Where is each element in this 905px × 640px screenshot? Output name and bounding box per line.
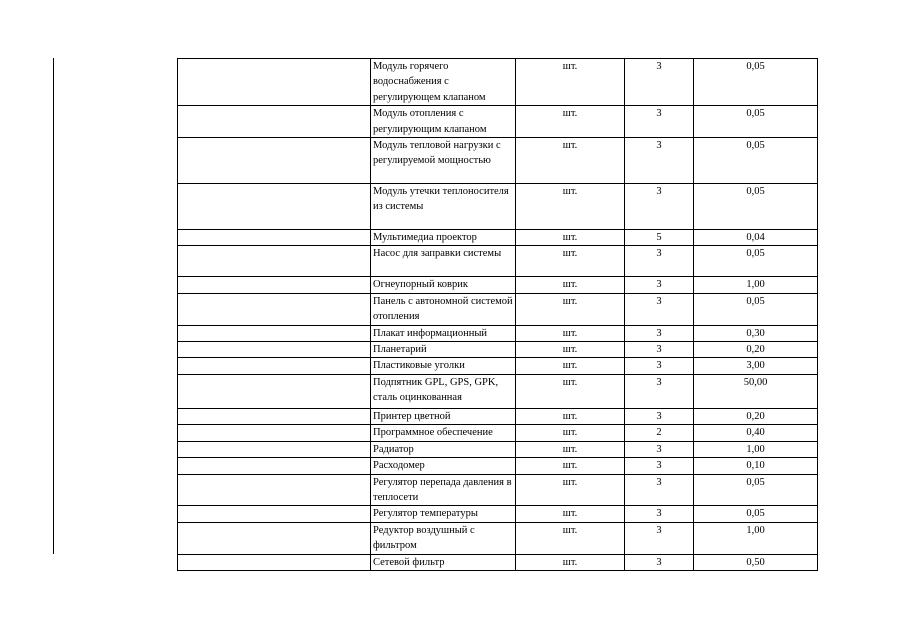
item-value: 0,05 — [694, 138, 818, 184]
item-value: 0,05 — [694, 246, 818, 277]
item-name: Сетевой фильтр — [371, 554, 516, 570]
item-value: 0,50 — [694, 554, 818, 570]
empty-cell — [178, 59, 371, 106]
item-name: Программное обеспечение — [371, 425, 516, 441]
item-unit: шт. — [516, 230, 625, 246]
item-unit: шт. — [516, 374, 625, 408]
item-value: 0,05 — [694, 106, 818, 138]
item-name: Насос для заправки системы — [371, 246, 516, 277]
item-value: 1,00 — [694, 441, 818, 457]
item-quantity: 3 — [625, 293, 694, 325]
item-name: Регулятор перепада давления в теплосети — [371, 474, 516, 506]
empty-cell — [178, 408, 371, 424]
empty-cell — [178, 230, 371, 246]
table-row — [178, 358, 818, 374]
empty-cell — [178, 246, 371, 277]
empty-cell — [178, 458, 371, 474]
table-row — [178, 342, 818, 358]
item-quantity: 3 — [625, 246, 694, 277]
empty-cell — [178, 474, 371, 506]
item-name: Панель с автономной системой отопления — [371, 293, 516, 325]
item-unit: шт. — [516, 441, 625, 457]
item-unit: шт. — [516, 342, 625, 358]
empty-cell — [178, 184, 371, 230]
table-row — [178, 522, 818, 554]
item-unit: шт. — [516, 554, 625, 570]
equipment-table — [177, 58, 818, 571]
item-value: 0,05 — [694, 293, 818, 325]
table-row — [178, 246, 818, 277]
item-unit: шт. — [516, 408, 625, 424]
empty-cell — [178, 506, 371, 522]
item-quantity: 2 — [625, 425, 694, 441]
table-row — [178, 554, 818, 570]
table-row — [178, 59, 818, 106]
item-name: Пластиковые уголки — [371, 358, 516, 374]
table-row — [178, 184, 818, 230]
item-name: Мультимедиа проектор — [371, 230, 516, 246]
item-quantity: 3 — [625, 59, 694, 106]
item-value: 0,05 — [694, 184, 818, 230]
item-quantity: 3 — [625, 458, 694, 474]
item-unit: шт. — [516, 184, 625, 230]
item-unit: шт. — [516, 138, 625, 184]
item-unit: шт. — [516, 458, 625, 474]
item-quantity: 3 — [625, 184, 694, 230]
table-row — [178, 506, 818, 522]
empty-cell — [178, 425, 371, 441]
empty-cell — [178, 106, 371, 138]
table-row — [178, 293, 818, 325]
item-name: Расходомер — [371, 458, 516, 474]
empty-cell — [178, 374, 371, 408]
table-row — [178, 138, 818, 184]
item-value: 0,20 — [694, 342, 818, 358]
empty-cell — [178, 293, 371, 325]
item-unit: шт. — [516, 425, 625, 441]
table-row — [178, 230, 818, 246]
item-value: 0,05 — [694, 506, 818, 522]
empty-cell — [178, 441, 371, 457]
empty-cell — [178, 358, 371, 374]
empty-cell — [178, 342, 371, 358]
table-row — [178, 474, 818, 506]
table-row — [178, 408, 818, 424]
empty-cell — [178, 325, 371, 341]
item-name: Модуль утечки теплоносителя из системы — [371, 184, 516, 230]
item-unit: шт. — [516, 246, 625, 277]
item-name: Модуль отопления с регулирующим клапаном — [371, 106, 516, 138]
item-unit: шт. — [516, 506, 625, 522]
item-value: 0,10 — [694, 458, 818, 474]
item-quantity: 3 — [625, 342, 694, 358]
item-name: Регулятор температуры — [371, 506, 516, 522]
item-unit: шт. — [516, 106, 625, 138]
table-row — [178, 458, 818, 474]
item-quantity: 3 — [625, 325, 694, 341]
item-name: Принтер цветной — [371, 408, 516, 424]
item-quantity: 3 — [625, 408, 694, 424]
item-unit: шт. — [516, 293, 625, 325]
item-unit: шт. — [516, 59, 625, 106]
item-name: Огнеупорный коврик — [371, 277, 516, 293]
item-value: 0,20 — [694, 408, 818, 424]
item-name: Редуктор воздушный с фильтром — [371, 522, 516, 554]
item-value: 0,04 — [694, 230, 818, 246]
item-unit: шт. — [516, 325, 625, 341]
item-value: 50,00 — [694, 374, 818, 408]
table-row — [178, 441, 818, 457]
item-name: Модуль тепловой нагрузки с регулируемой мощностью — [371, 138, 516, 184]
item-unit: шт. — [516, 522, 625, 554]
item-quantity: 3 — [625, 374, 694, 408]
page-margin-line — [53, 58, 54, 554]
empty-cell — [178, 554, 371, 570]
table-row — [178, 325, 818, 341]
empty-cell — [178, 138, 371, 184]
item-unit: шт. — [516, 277, 625, 293]
item-quantity: 3 — [625, 474, 694, 506]
item-value: 0,40 — [694, 425, 818, 441]
item-quantity: 3 — [625, 358, 694, 374]
item-name: Подпятник GPL, GPS, GPK, сталь оцинкованная — [371, 374, 516, 408]
item-name: Плакат информационный — [371, 325, 516, 341]
empty-cell — [178, 277, 371, 293]
item-value: 1,00 — [694, 522, 818, 554]
item-value: 3,00 — [694, 358, 818, 374]
item-quantity: 5 — [625, 230, 694, 246]
item-name: Планетарий — [371, 342, 516, 358]
item-quantity: 3 — [625, 106, 694, 138]
item-name: Радиатор — [371, 441, 516, 457]
item-unit: шт. — [516, 474, 625, 506]
item-value: 0,30 — [694, 325, 818, 341]
item-value: 0,05 — [694, 474, 818, 506]
item-quantity: 3 — [625, 522, 694, 554]
item-quantity: 3 — [625, 441, 694, 457]
table-row — [178, 277, 818, 293]
item-value: 1,00 — [694, 277, 818, 293]
item-unit: шт. — [516, 358, 625, 374]
item-quantity: 3 — [625, 506, 694, 522]
item-name: Модуль горячего водоснабжения с регулирующем клапаном — [371, 59, 516, 106]
table-row — [178, 425, 818, 441]
table-row — [178, 374, 818, 408]
item-quantity: 3 — [625, 138, 694, 184]
item-quantity: 3 — [625, 554, 694, 570]
empty-cell — [178, 522, 371, 554]
item-quantity: 3 — [625, 277, 694, 293]
table-row — [178, 106, 818, 138]
item-value: 0,05 — [694, 59, 818, 106]
